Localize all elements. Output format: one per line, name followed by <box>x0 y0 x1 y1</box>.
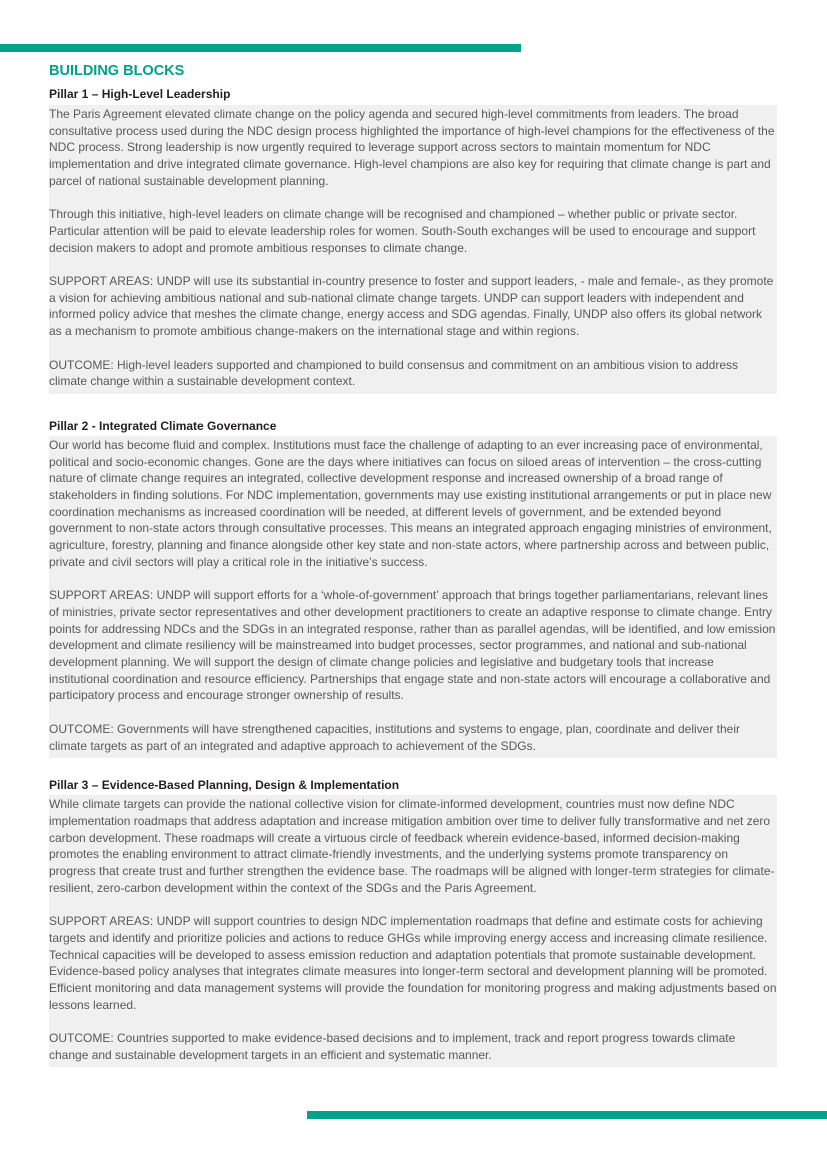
pillar-1-outcome: OUTCOME: High-level leaders supported and championed to build consensus and commitment on an ambitious vision to address climate change within a sustainable development context. <box>49 357 739 389</box>
pillar-3-outcome: OUTCOME: Countries supported to make evidence-based decisions and to implement, track and report progress towards climate change and sustainable development targets in an efficient and systematic manner. <box>49 1031 736 1062</box>
pillar-2-paragraph: Our world has become fluid and complex. Institutions must face the challenge of adapting to an ever increasing pace of environmental, political and socio-economic changes. Gone are the days where initiatives can focus on siloed areas of intervention – the cross-cutting nature of climate change requires an integrated, collective development response and increased ownership of a broad range of stakeholders in finding solutions. For NDC implementation, governments may use existing institutional arrangements or put in place new coordination mechanisms as increased coordination will be needed, at different levels of government, and be extended beyond government to non-state actors through consultative processes. This means an integrated approach engaging ministries of environment, agriculture, forestry, planning and finance alongside other key state and non-state actors, where partnership across and between public, private and civil sectors will play a critical role in the initiative’s success. <box>49 437 772 569</box>
pillar-1-body <box>49 105 777 394</box>
pillar-1-paragraph: The Paris Agreement elevated climate change on the policy agenda and secured high-level commitments from leaders. The broad consultative process used during the NDC design process highlighted the importance of high-level champions for the effectiveness of the NDC process. Strong leadership is now urgently required to leverage support across sectors to maintain momentum for NDC implementation and drive integrated climate governance. High-level champions are also key for requiring that climate change is part and parcel of national sustainable development planning. <box>49 107 775 188</box>
pillar-1-paragraph: Through this initiative, high-level leaders on climate change will be recognised and championed – whether public or private sector. Particular attention will be paid to elevate leadership roles for women. South-South exchanges will be used to encourage and support decision makers to adopt and promote ambitious responses to climate change. <box>49 207 756 255</box>
document-body <box>49 62 777 1067</box>
pillar-3-paragraph: While climate targets can provide the national collective vision for climate-informed development, countries must now define NDC implementation roadmaps that address adaptation and increase mitigation ambition over time to deliver fully transformative and net zero carbon development. These roadmaps will create a virtuous circle of feedback wherein evidence-based, informed decision-making promotes the enabling environment to attract climate-friendly investments, and the underlying systems promote transparency on progress that create trust and further strengthen the evidence base. The roadmaps will be aligned with longer-term strategies for climate-resilient, zero-carbon development within the context of the SDGs and the Paris Agreement. <box>49 797 775 895</box>
pillar-2-body <box>49 436 777 758</box>
pillar-3-body <box>49 795 777 1067</box>
pillar-1-title: Pillar 1 – High-Level Leadership <box>49 87 231 101</box>
pillar-3-title: Pillar 3 – Evidence-Based Planning, Design & Implementation <box>49 778 400 793</box>
pillar-2-outcome: OUTCOME: Governments will have strengthened capacities, institutions and systems to engage, plan, coordinate and deliver their climate targets as part of an integrated and adaptive approach to achievement of the SDGs. <box>49 721 741 753</box>
pillar-1-support-areas: SUPPORT AREAS: UNDP will use its substantial in-country presence to foster and support leaders, - male and female-, as they promote a vision for achieving ambitious national and sub-national climate change targets. UNDP can support leaders with independent and informed policy advice that meshes the climate change, energy access and SDG agendas. Finally, UNDP also offers its global network as a mechanism to promote ambitious change-makers on the international stage and within regions. <box>49 274 774 339</box>
pillar-2-support-areas: SUPPORT AREAS: UNDP will support efforts for a ‘whole-of-government’ approach that brings together parliamentarians, relevant lines of ministries, private sector representatives and other development practitioners to create an adaptive response to climate change. Entry points for addressing NDCs and the SDGs in an integrated response, rather than as parallel agendas, will be identified, and low emission development and climate resiliency will be mainstreamed into budget processes, sector programmes, and national and sub-national development planning. We will support the design of climate change policies and legislative and budgetary tools that increase institutional coordination and resource efficiency. Partnerships that engage state and non-state actors will encourage a collaborative and participatory process and encourage stronger ownership of results. <box>49 588 776 703</box>
top-accent-bar <box>0 44 521 52</box>
pillar-3-support-areas: SUPPORT AREAS: UNDP will support countries to design NDC implementation roadmaps that define and estimate costs for achieving targets and identify and prioritize policies and actions to reduce GHGs while improving energy access and increasing climate resilience. Technical capacities will be developed to assess emission reduction and adaptation potentials that promote sustainable development. Evidence-based policy analyses that integrates climate measures into longer-term sectoral and development planning will be promoted. Efficient monitoring and data management systems will provide the foundation for monitoring progress and making adjustments based on lessons learned. <box>49 914 777 1012</box>
bottom-accent-bar <box>307 1111 827 1119</box>
section-title: BUILDING BLOCKS <box>49 63 185 79</box>
pillar-2-title: Pillar 2 - Integrated Climate Governance <box>49 418 277 433</box>
